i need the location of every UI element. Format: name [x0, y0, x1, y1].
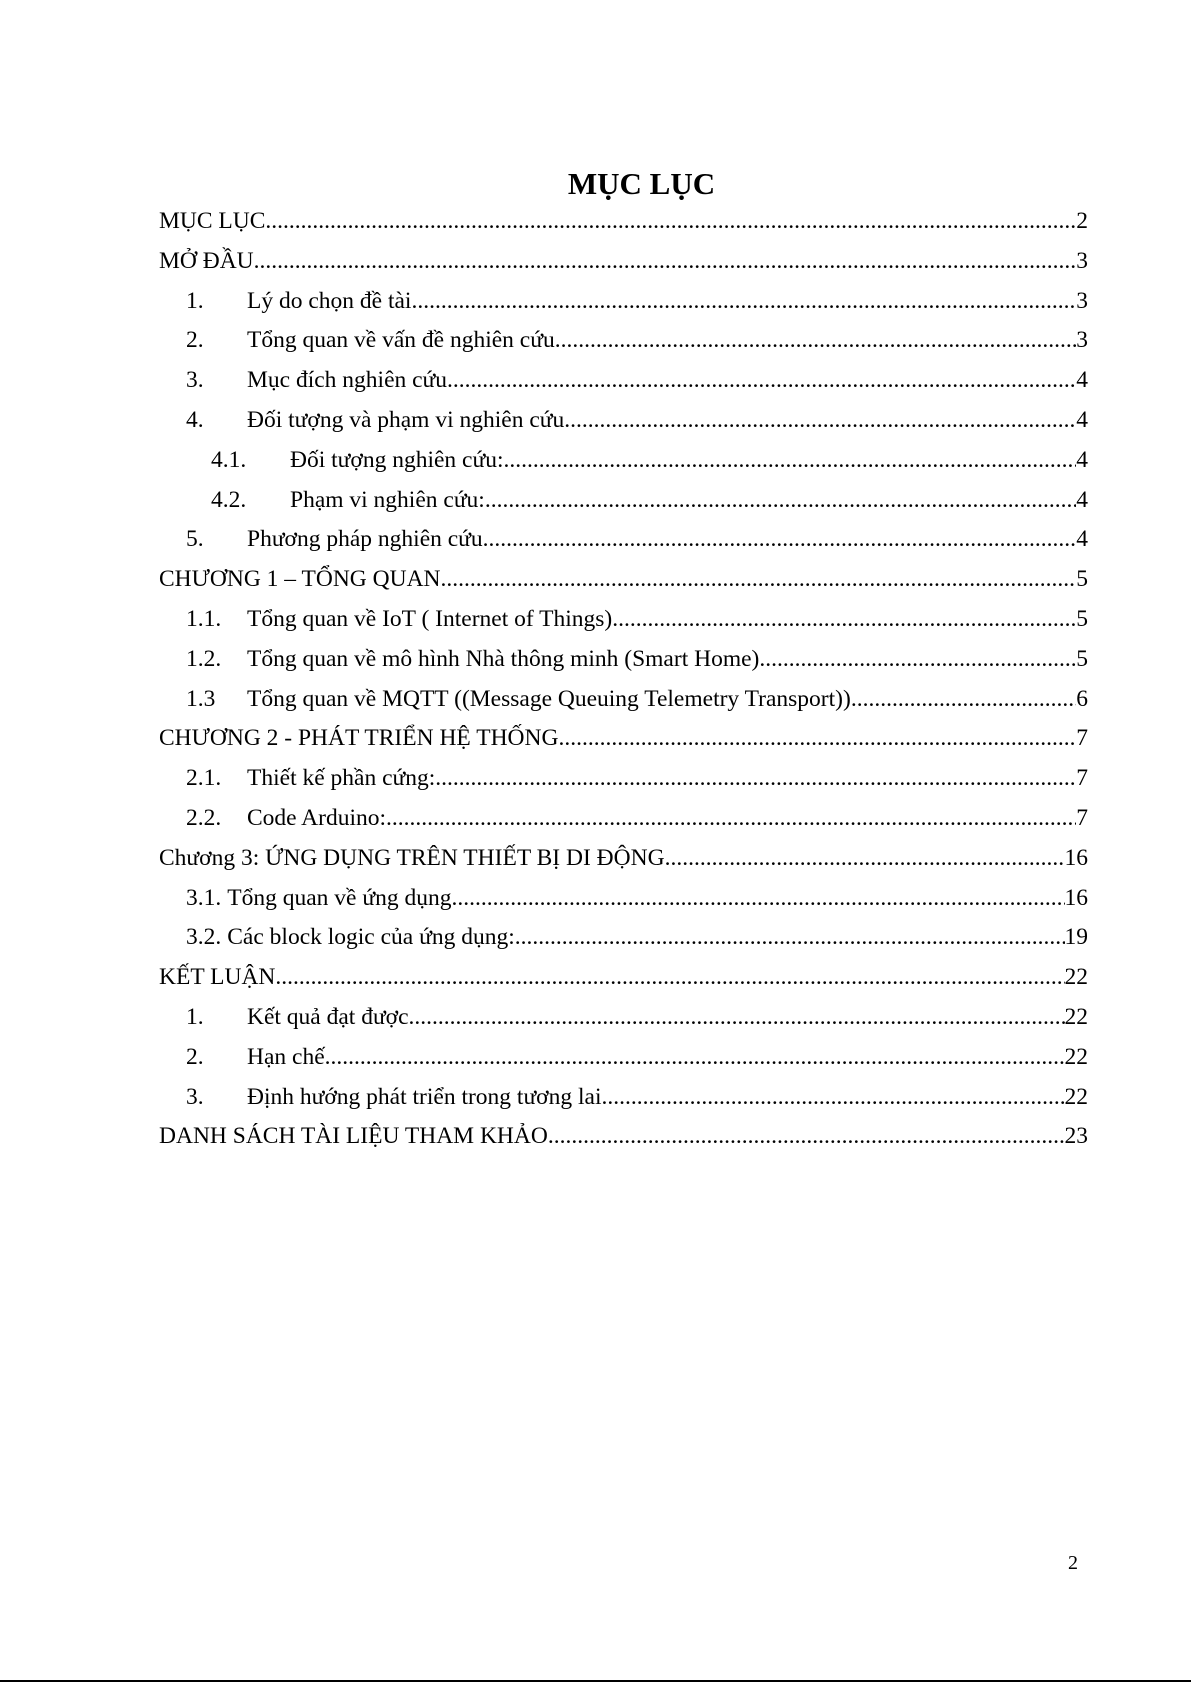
toc-entry[interactable]	[159, 441, 1088, 481]
toc-entry[interactable]	[159, 1078, 1088, 1118]
toc-entry[interactable]	[159, 401, 1088, 441]
toc-entry-title: Hạn chế	[247, 1043, 325, 1070]
toc-entry-number: 1.	[186, 1003, 204, 1030]
toc-entry[interactable]	[159, 1038, 1088, 1078]
toc-entry-number: 5.	[186, 526, 204, 553]
toc-entry-page: 23	[1064, 1123, 1088, 1150]
toc-dot-leader	[435, 759, 1076, 799]
toc-entry-page: 22	[1064, 1003, 1088, 1030]
toc-entry-title: KẾT LUẬN	[159, 964, 276, 991]
toc-dot-leader	[447, 361, 1076, 401]
toc-entry-page: 5	[1076, 645, 1088, 672]
toc-dot-leader	[558, 719, 1076, 759]
toc-dot-leader	[485, 481, 1076, 521]
toc-entry-number: 4.2.	[211, 486, 247, 513]
table-of-contents	[159, 202, 1088, 1157]
toc-dot-leader	[665, 839, 1065, 879]
toc-entry-title: Thiết kế phần cứng:	[247, 765, 436, 792]
toc-dot-leader	[275, 958, 1064, 998]
toc-entry[interactable]	[159, 918, 1088, 958]
toc-entry-title: CHƯƠNG 2 - PHÁT TRIỂN HỆ THỐNG	[159, 725, 559, 752]
toc-entry-page: 19	[1064, 924, 1088, 951]
toc-entry-title: Tổng quan về ứng dụng	[227, 884, 452, 911]
toc-entry-number: 2.1.	[186, 765, 222, 792]
toc-entry-number: 3.	[186, 367, 204, 394]
toc-entry[interactable]	[159, 202, 1088, 242]
toc-entry-title: CHƯƠNG 1 – TỔNG QUAN	[159, 566, 441, 593]
toc-entry-number: 4.	[186, 406, 204, 433]
toc-entry-page: 4	[1076, 526, 1088, 553]
toc-dot-leader	[451, 879, 1064, 919]
toc-entry-title: MỞ ĐẦU	[159, 247, 254, 274]
toc-entry-number: 1.1.	[186, 605, 222, 632]
toc-entry[interactable]	[159, 958, 1088, 998]
toc-entry[interactable]	[159, 1117, 1088, 1157]
toc-entry-title: Đối tượng và phạm vi nghiên cứu	[247, 406, 565, 433]
toc-dot-leader	[483, 520, 1077, 560]
toc-entry-title: MỤC LỤC	[159, 208, 266, 234]
toc-dot-leader	[851, 680, 1076, 720]
toc-entry[interactable]	[159, 680, 1088, 720]
toc-dot-leader	[515, 918, 1065, 958]
toc-dot-leader	[601, 1078, 1064, 1118]
toc-dot-leader	[555, 321, 1077, 361]
toc-entry[interactable]	[159, 839, 1088, 879]
toc-entry-number: 3.	[186, 1083, 204, 1110]
toc-entry-page: 5	[1076, 566, 1088, 593]
toc-dot-leader	[759, 640, 1076, 680]
toc-dot-leader	[325, 1038, 1065, 1078]
toc-dot-leader	[254, 242, 1077, 282]
toc-entry-page: 4	[1076, 406, 1088, 433]
toc-entry-number: 1.	[186, 287, 204, 314]
toc-entry-number: 2.2.	[186, 804, 222, 831]
toc-entry[interactable]	[159, 560, 1088, 600]
toc-entry-title: Tổng quan về vấn đề nghiên cứu	[247, 327, 555, 354]
toc-entry[interactable]	[159, 640, 1088, 680]
toc-entry-title: Tổng quan về IoT ( Internet of Things)	[247, 605, 613, 632]
toc-entry-page: 4	[1076, 486, 1088, 513]
toc-entry-page: 16	[1064, 884, 1088, 911]
toc-entry-number: 1.3	[186, 685, 216, 712]
toc-dot-leader	[409, 998, 1065, 1038]
toc-dot-leader	[564, 401, 1076, 441]
toc-entry-title: Đối tượng nghiên cứu:	[290, 446, 504, 473]
toc-entry[interactable]	[159, 879, 1088, 919]
toc-entry-number: 1.2.	[186, 645, 222, 672]
toc-entry[interactable]	[159, 799, 1088, 839]
toc-entry-page: 5	[1076, 605, 1088, 632]
toc-entry[interactable]	[159, 520, 1088, 560]
toc-entry-page: 3	[1076, 287, 1088, 314]
toc-dot-leader	[411, 282, 1076, 322]
toc-entry-page: 22	[1064, 964, 1088, 991]
toc-entry-page: 6	[1076, 685, 1088, 712]
page-title: MỤC LỤC	[567, 166, 716, 201]
toc-entry-title: Lý do chọn đề tài	[247, 287, 412, 314]
bottom-divider	[0, 1680, 1191, 1682]
toc-dot-leader	[441, 560, 1077, 600]
toc-entry[interactable]	[159, 719, 1088, 759]
toc-dot-leader	[612, 600, 1076, 640]
toc-entry-number: 3.2.	[186, 924, 222, 951]
toc-entry-title: Phương pháp nghiên cứu	[247, 526, 483, 553]
toc-entry[interactable]	[159, 282, 1088, 322]
toc-entry-number: 2.	[186, 327, 204, 354]
toc-entry[interactable]	[159, 242, 1088, 282]
toc-entry-number: 3.1.	[186, 884, 222, 911]
toc-entry[interactable]	[159, 759, 1088, 799]
toc-entry-page: 22	[1064, 1083, 1088, 1110]
toc-entry-page: 4	[1076, 446, 1088, 473]
toc-entry-title: Tổng quan về mô hình Nhà thông minh (Smart Home)	[247, 645, 760, 672]
toc-entry-title: Phạm vi nghiên cứu:	[290, 486, 485, 513]
toc-entry[interactable]	[159, 321, 1088, 361]
toc-entry-number: 2.	[186, 1043, 204, 1070]
toc-dot-leader	[503, 441, 1076, 481]
toc-entry-page: 7	[1076, 725, 1088, 752]
toc-entry-title: Kết quả đạt được	[247, 1003, 409, 1030]
toc-entry-title: Mục đích nghiên cứu	[247, 367, 448, 394]
toc-entry-title: DANH SÁCH TÀI LIỆU THAM KHẢO	[159, 1123, 548, 1150]
toc-entry-page: 3	[1076, 247, 1088, 274]
toc-entry-title: Code Arduino:	[247, 804, 387, 831]
toc-entry[interactable]	[159, 361, 1088, 401]
toc-entry-title: Chương 3: ỨNG DỤNG TRÊN THIẾT BỊ DI ĐỘNG	[159, 844, 665, 871]
toc-entry-page: 2	[1076, 208, 1088, 234]
toc-entry[interactable]	[159, 998, 1088, 1038]
toc-entry-page: 16	[1064, 844, 1088, 871]
toc-dot-leader	[548, 1117, 1065, 1157]
toc-entry-page: 22	[1064, 1043, 1088, 1070]
toc-entry-page: 3	[1076, 327, 1088, 354]
toc-entry-page: 7	[1076, 804, 1088, 831]
toc-dot-leader	[386, 799, 1076, 839]
toc-entry[interactable]	[159, 481, 1088, 521]
toc-entry-title: Các block logic của ứng dụng:	[227, 924, 515, 951]
toc-entry[interactable]	[159, 600, 1088, 640]
toc-entry-title: Định hướng phát triển trong tương lai	[247, 1083, 602, 1110]
toc-entry-number: 4.1.	[211, 446, 247, 473]
toc-entry-title: Tổng quan về MQTT ((Message Queuing Telemetry Transport))	[247, 685, 851, 712]
toc-entry-page: 4	[1076, 367, 1088, 394]
page-number: 2	[1068, 1552, 1078, 1574]
toc-entry-page: 7	[1076, 765, 1088, 792]
toc-dot-leader	[265, 202, 1076, 242]
